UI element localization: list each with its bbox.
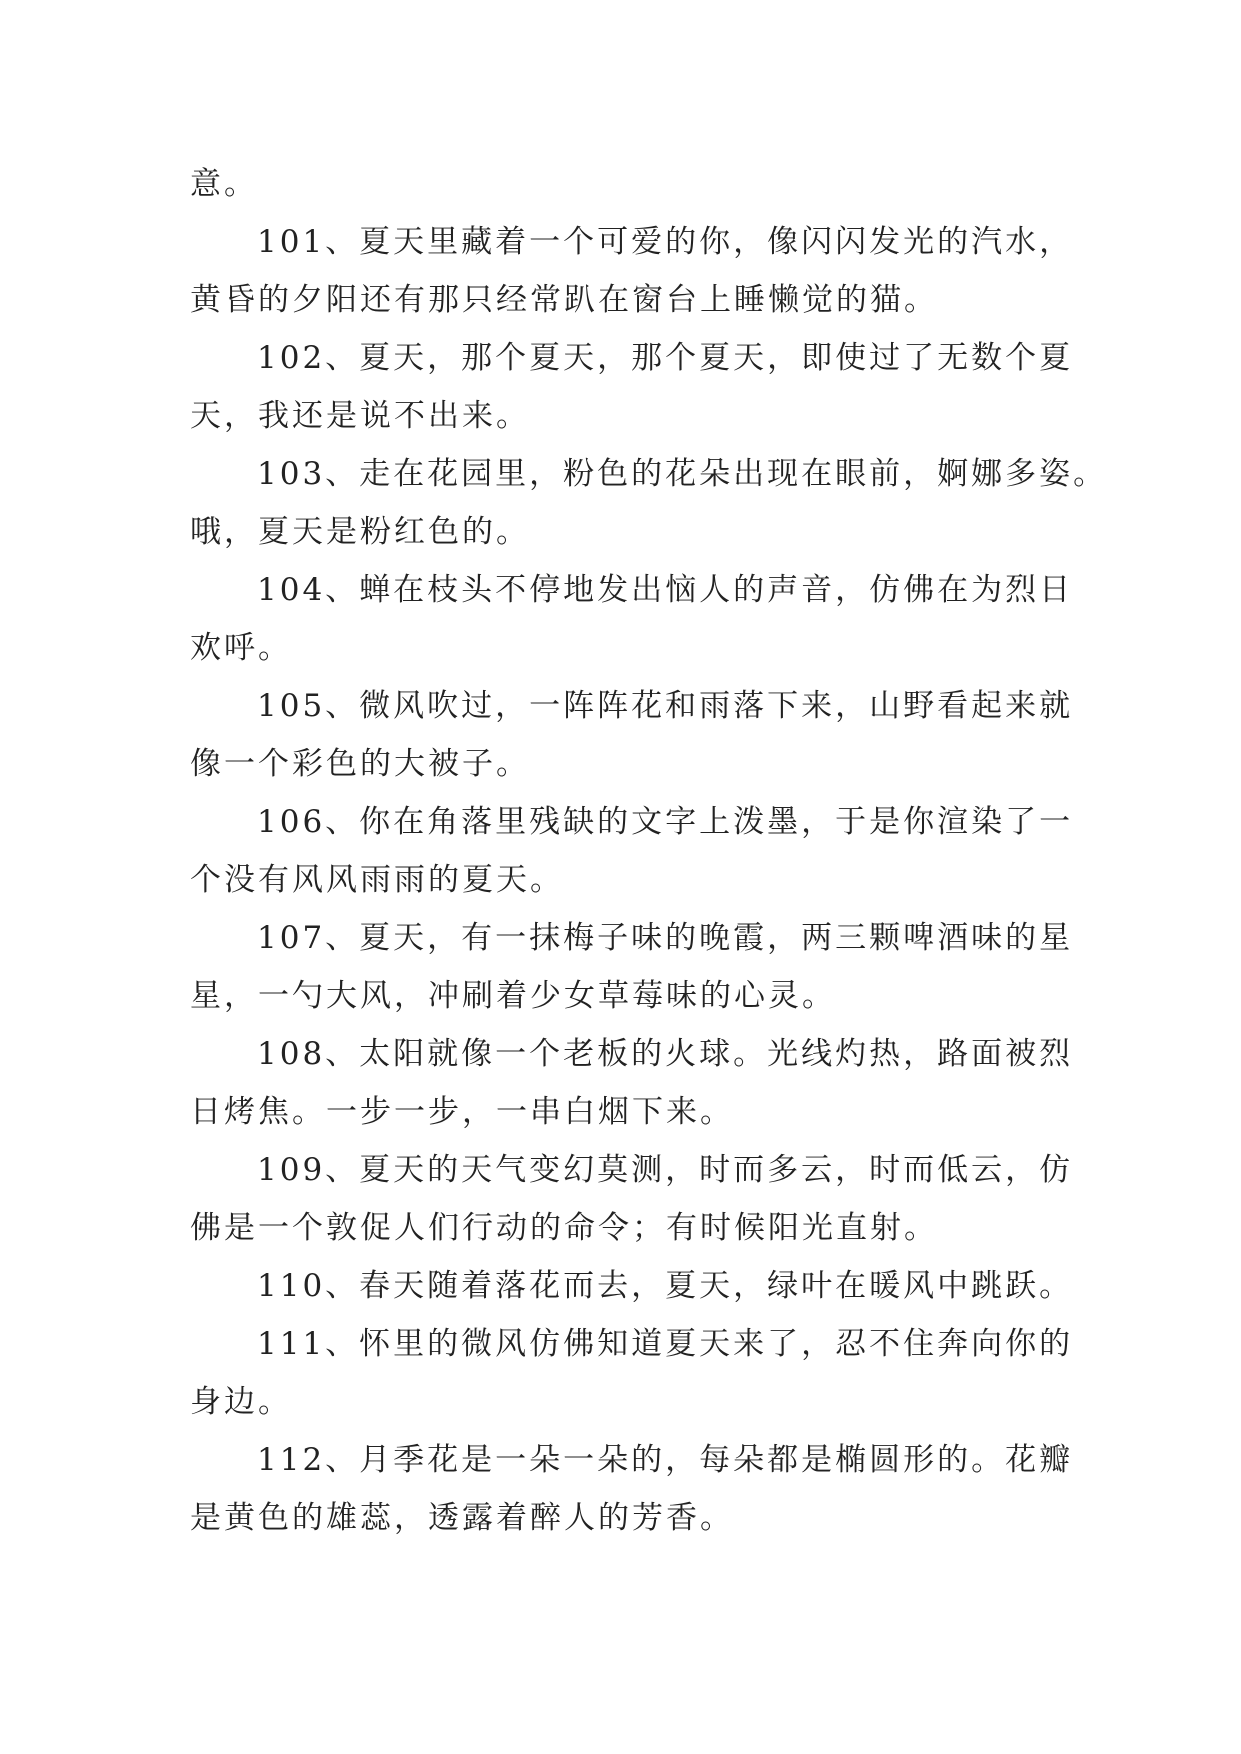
paragraph-line: 像一个彩色的大被子。 [190, 746, 530, 782]
paragraph-112 [190, 1431, 1074, 1547]
paragraph-line: 意。 [190, 166, 258, 202]
paragraph-111 [190, 1315, 1074, 1431]
paragraph-105 [190, 677, 1074, 793]
paragraph [190, 155, 1060, 213]
paragraph-line: 101、夏天里藏着一个可爱的你，像闪闪发光的汽水， [257, 224, 1074, 260]
paragraph-line: 是黄色的雄蕊，透露着醉人的芳香。 [190, 1500, 734, 1536]
paragraph-line: 102、夏天，那个夏天，那个夏天，即使过了无数个夏 [257, 340, 1074, 376]
paragraph-107 [190, 909, 1074, 1025]
paragraph-line: 个没有风风雨雨的夏天。 [190, 862, 564, 898]
document-page [190, 155, 1108, 1547]
paragraph-106 [190, 793, 1074, 909]
paragraph-line: 112、月季花是一朵一朵的，每朵都是椭圆形的。花瓣 [257, 1442, 1074, 1478]
paragraph-line: 欢呼。 [190, 630, 292, 666]
paragraph-103 [190, 445, 1108, 561]
paragraph-line: 111、怀里的微风仿佛知道夏天来了，忍不住奔向你的 [257, 1326, 1074, 1362]
paragraph-line: 黄昏的夕阳还有那只经常趴在窗台上睡懒觉的猫。 [190, 282, 938, 318]
paragraph-110 [190, 1257, 1074, 1315]
paragraph-line: 星，一勺大风，冲刷着少女草莓味的心灵。 [190, 978, 836, 1014]
paragraph-line: 日烤焦。一步一步，一串白烟下来。 [190, 1094, 734, 1130]
paragraph-line: 哦，夏天是粉红色的。 [190, 514, 530, 550]
paragraph-line: 105、微风吹过，一阵阵花和雨落下来，山野看起来就 [257, 688, 1074, 724]
paragraph-line: 109、夏天的天气变幻莫测，时而多云，时而低云，仿 [257, 1152, 1074, 1188]
paragraph-line: 107、夏天，有一抹梅子味的晚霞，两三颗啤酒味的星 [257, 920, 1074, 956]
paragraph-109 [190, 1141, 1074, 1257]
paragraph-line: 108、太阳就像一个老板的火球。光线灼热，路面被烈 [257, 1036, 1074, 1072]
paragraph-101 [190, 213, 1074, 329]
paragraph-line: 110、春天随着落花而去，夏天，绿叶在暖风中跳跃。 [257, 1268, 1074, 1304]
paragraph-line: 佛是一个敦促人们行动的命令；有时候阳光直射。 [190, 1210, 938, 1246]
paragraph-104 [190, 561, 1074, 677]
paragraph-line: 103、走在花园里，粉色的花朵出现在眼前，婀娜多姿。 [257, 456, 1108, 492]
paragraph-line: 106、你在角落里残缺的文字上泼墨，于是你渲染了一 [257, 804, 1074, 840]
paragraph-line: 104、蝉在枝头不停地发出恼人的声音，仿佛在为烈日 [257, 572, 1074, 608]
paragraph-line: 身边。 [190, 1384, 292, 1420]
paragraph-102 [190, 329, 1074, 445]
paragraph-108 [190, 1025, 1074, 1141]
paragraph-line: 天，我还是说不出来。 [190, 398, 530, 434]
